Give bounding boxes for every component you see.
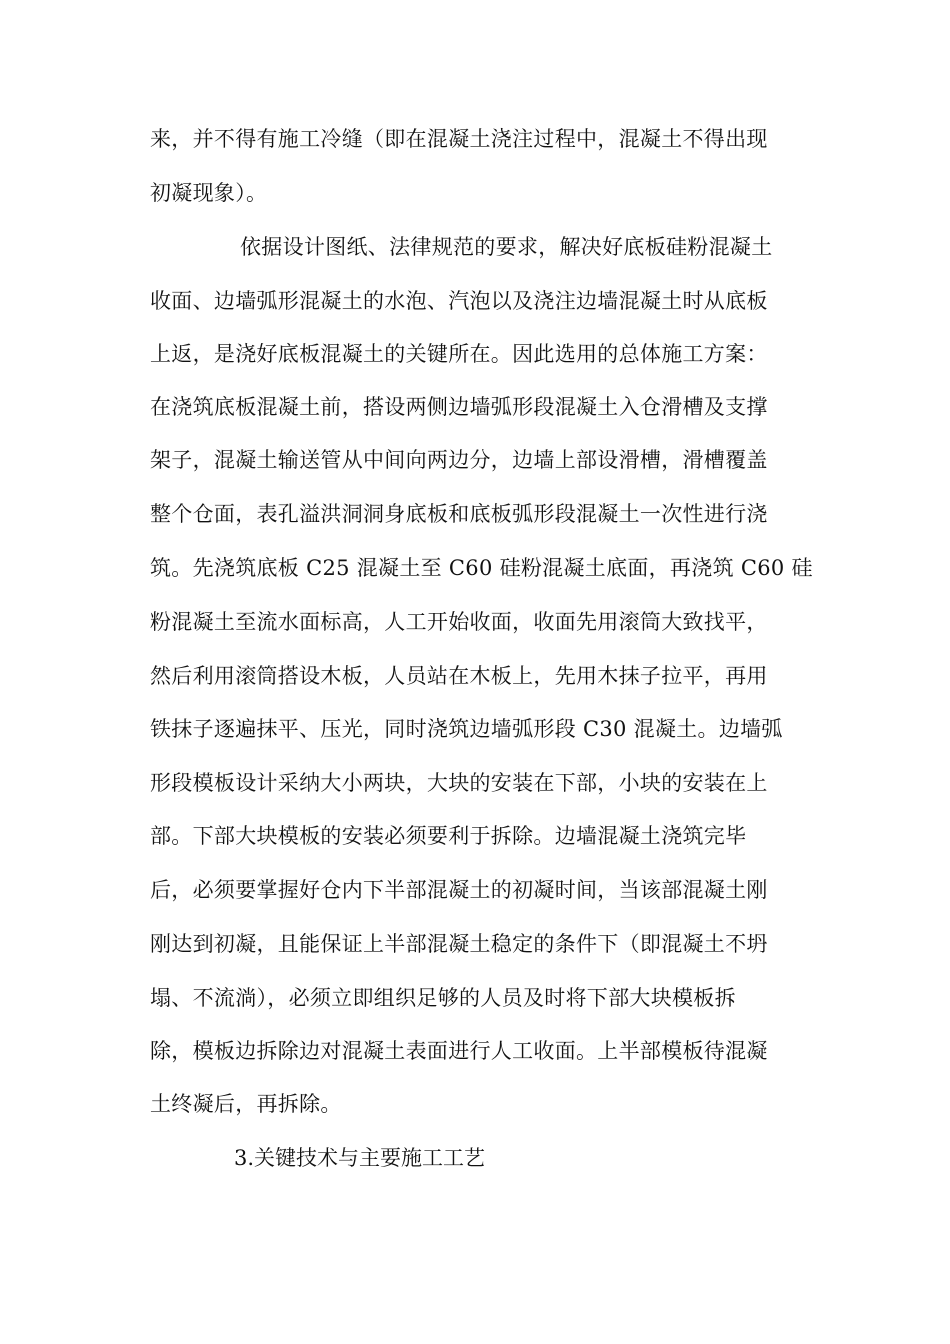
text-line: 整个仓面，表孔溢洪洞洞身底板和底板弧形段混凝土一次性进行浇: [150, 502, 768, 526]
text-line: 收面、边墙弧形混凝土的水泡、汽泡以及浇注边墙混凝土时从底板: [150, 289, 768, 313]
text-line: 塌、不流淌），必须立即组织足够的人员及时将下部大块模板拆: [150, 986, 736, 1010]
text-line: 在浇筑底板混凝土前，搭设两侧边墙弧形段混凝土入仓滑槽及支撑: [150, 395, 768, 419]
text-line: 后，必须要掌握好仓内下半部混凝土的初凝时间，当该部混凝土刚: [150, 878, 768, 902]
text-line: 部。下部大块模板的安装必须要利于拆除。边墙混凝土浇筑完毕: [150, 824, 747, 848]
text-line: 然后利用滚筒搭设木板，人员站在木板上，先用木抹子拉平，再用: [150, 664, 768, 688]
text-line: 筑。先浇筑底板 C25 混凝土至 C60 硅粉混凝土底面，再浇筑 C60 硅: [150, 556, 813, 580]
text-line: 粉混凝土至流水面标高，人工开始收面，收面先用滚筒大致找平，: [150, 610, 768, 634]
text-line: 除，模板边拆除边对混凝土表面进行人工收面。上半部模板待混凝: [150, 1039, 768, 1063]
text-line: 形段模板设计采纳大小两块，大块的安装在下部，小块的安装在上: [150, 771, 768, 795]
text-line: 来，并不得有施工冷缝（即在混凝土浇注过程中，混凝土不得出现: [150, 127, 768, 151]
text-line: 初凝现象）。: [150, 181, 268, 205]
paragraph-first-line: 依据设计图纸、法律规范的要求，解决好底板硅粉混凝土: [240, 235, 773, 259]
text-line: 刚达到初凝，且能保证上半部混凝土稳定的条件下（即混凝土不坍: [150, 932, 768, 956]
section-heading: 3.关键技术与主要施工工艺: [234, 1146, 486, 1170]
text-line: 上返，是浇好底板混凝土的关键所在。因此选用的总体施工方案：: [150, 342, 768, 366]
text-line: 架子，混凝土输送管从中间向两边分，边墙上部设滑槽，滑槽覆盖: [150, 448, 768, 472]
text-line: 铁抹子逐遍抹平、压光，同时浇筑边墙弧形段 C30 混凝土。边墙弧: [150, 717, 783, 741]
text-line: 土终凝后，再拆除。: [150, 1092, 342, 1116]
